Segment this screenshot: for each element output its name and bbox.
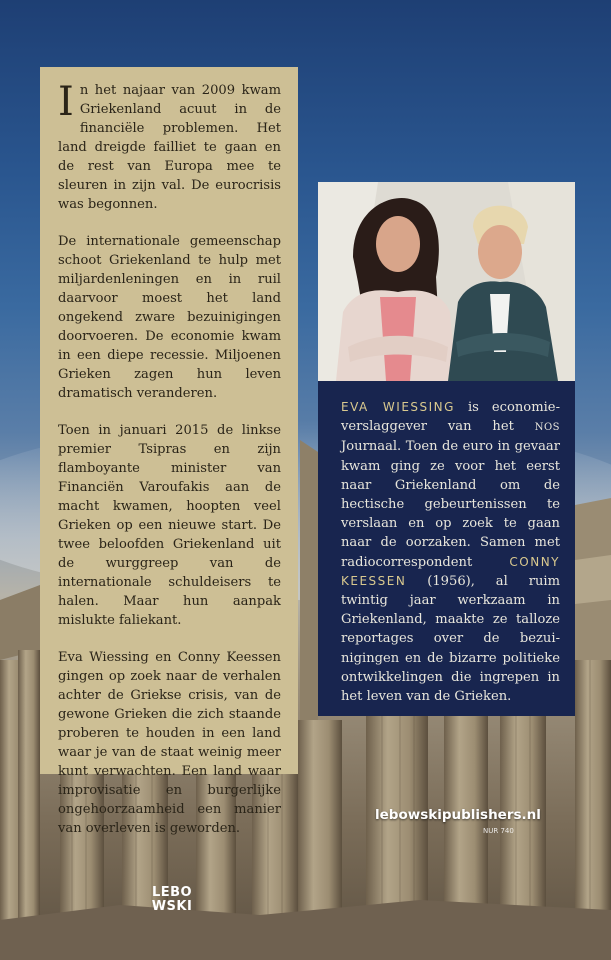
bio-text-part-2: Journaal. Toen de euro in gevaar kwam ging ze voor het eerst naar Griekenland om de hectische gebeurtenissen te verslaan en op zoek te gaan naar de oorzaken. Samen met radiocorrespondent — [341, 439, 560, 570]
synopsis-paragraph-2: De internationale gemeenschap schoot Griekenland te hulp met miljardenleningen en in ruil daarvoor moest het land ongekend zware bezuinigingen doorvoeren. De economie kwam in een diepe recessie. Miljoenen Grieken zagen hun leven dramatisch veranderen. — [58, 234, 281, 401]
author-bio — [341, 398, 560, 706]
logo-line-1: LEBO — [151, 885, 193, 900]
author-bio-panel — [318, 381, 575, 716]
author-photo — [318, 182, 575, 381]
bio-text-part-3: (1956), al ruim twintig jaar werkzaam in Griekenland, maakte ze talloze reportages over de bezuinigingen en de bizarre politieke ontwikkelingen die ingrepen in het leven van de Grieken. — [341, 573, 560, 705]
nur-code: NUR 740 — [483, 827, 514, 835]
synopsis-paragraph-1: In het najaar van 2009 kwam Griekenland acuut in de financiële problemen. Het land dreigde failliet te gaan en de rest van Europa mee te sleuren in zijn val. De eurocrisis was begonnen. — [58, 79, 281, 212]
bio-nos: NOS — [534, 422, 560, 434]
publisher-logo — [146, 886, 198, 914]
synopsis-panel — [40, 67, 298, 836]
publisher-url[interactable]: lebowskipublishers.nl — [375, 807, 541, 823]
synopsis-paragraph-4: Eva Wiessing en Conny Keessen gingen op zoek naar de verhalen achter de Griekse crisis, van de gewone Grieken die zich staande proberen te houden in een land waar je van de staat weinig meer kunt verwachten. Een land waar improvisatie en burgerlijke ongehoorzaamheid een manier van overleven is geworden. — [58, 650, 281, 836]
author-name-conny: CONNY KEESSEN — [341, 554, 560, 588]
logo-line-2: WSKI — [151, 899, 193, 914]
author-name-eva: EVA WIESSING — [341, 400, 455, 414]
bio-text-part-1: is economieverslaggever van het — [341, 400, 560, 435]
synopsis-paragraph-3: Toen in januari 2015 de linkse premier Tsipras en zijn flamboyante minister van Financiën Varoufakis aan de macht kwamen, hoopten veel Grieken op een nieuwe start. De twee beloofden Griekenland uit de wurggreep van de internationale schuldeisers te halen. Maar hun aanpak mislukte faliekant. — [58, 423, 281, 628]
